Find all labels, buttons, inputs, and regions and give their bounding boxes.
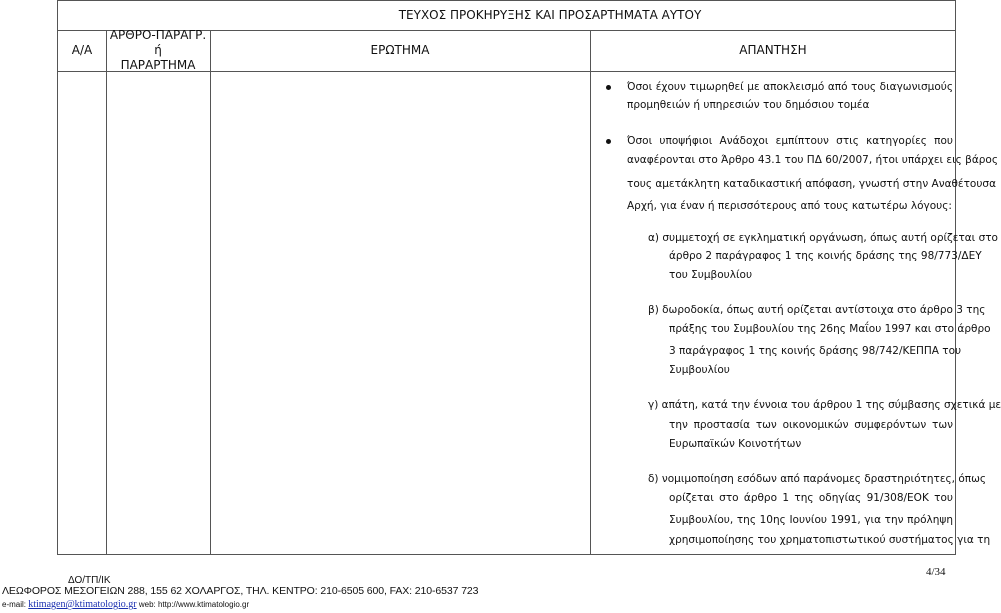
answer-line: Συμβουλίου, της 10ης Ιουνίου 1991, για την πρόληψη xyxy=(669,514,953,526)
answer-line: Όσοι υποψήφιοι Ανάδοχοι εμπίπτουν στις κατηγορίες που xyxy=(627,135,953,147)
col-header-question: ΕΡΩΤΗΜΑ xyxy=(370,43,430,57)
answer-line: του Συμβουλίου xyxy=(669,269,753,281)
answer-line: ορίζεται στο άρθρο 1 της οδηγίας 91/308/ΕΟΚ του xyxy=(669,492,953,504)
col-header-aa: Α/Α xyxy=(71,43,93,57)
answer-line: την προστασία των οικονομικών συμφερόντων των xyxy=(669,419,953,431)
email-link[interactable]: ktimagen@ktimatologio.gr xyxy=(28,599,137,610)
page-number: 4/34 xyxy=(926,566,946,578)
answer-line: δ) νομιμοποίηση εσόδων από παράνομες δραστηριότητες, όπως xyxy=(648,473,987,485)
answer-line: χρησιμοποίησης του χρηματοπιστωτικού συστήματος για τη xyxy=(669,534,991,546)
answer-line: γ) απάτη, κατά την έννοια του άρθρου 1 της σύμβασης σχετικά με xyxy=(648,399,1001,411)
col-header-answer: ΑΠΑΝΤΗΣΗ xyxy=(739,43,807,57)
bullet-marker xyxy=(606,85,611,90)
bullet-marker xyxy=(606,139,611,144)
answer-line: 3 παράγραφος 1 της κοινής δράσης 98/742/ΚΕΠΠΑ του xyxy=(669,345,962,357)
answer-line: Συμβουλίου xyxy=(669,364,730,376)
footer-contact: e-mail: ktimagen@ktimatologio.gr web: http://www.ktimatologio.gr xyxy=(2,599,250,610)
document-title: ΤΕΥΧΟΣ ΠΡΟΚΗΡΥΞΗΣ ΚΑΙ ΠΡΟΣΑΡΤΗΜΑΤΑ ΑΥΤΟΥ xyxy=(398,8,702,22)
answer-line: Αρχή, για έναν ή περισσότερους από τους κατωτέρω λόγους: xyxy=(627,200,952,212)
web-url: http://www.ktimatologio.gr xyxy=(157,600,250,609)
answer-line: προμηθειών ή υπηρεσιών του δημόσιου τομέα xyxy=(627,99,870,111)
col-divider-2 xyxy=(210,30,211,554)
answer-line: β) δωροδοκία, όπως αυτή ορίζεται αντίστοιχα στο άρθρο 3 της xyxy=(648,304,986,316)
col-divider-3 xyxy=(590,30,591,554)
answer-line: πράξης του Συμβουλίου της 26ης Μαΐου 1997 και στο άρθρο xyxy=(669,323,991,335)
answer-line: αναφέρονται στο Άρθρο 43.1 του ΠΔ 60/2007, ήτοι υπάρχει εις βάρος xyxy=(627,154,999,166)
footer-code: ΔΟ/ΤΠ/ΙΚ xyxy=(68,575,111,586)
answer-line: α) συμμετοχή σε εγκληματική οργάνωση, όπως αυτή ορίζεται στο xyxy=(648,232,998,244)
footer-address: ΛΕΩΦΟΡΟΣ ΜΕΣΟΓΕΙΩΝ 288, 155 62 ΧΟΛΑΡΓΟΣ, ΤΗΛ. ΚΕΝΤΡΟ: 210-6505 600, FAX: 210-6537 723 xyxy=(2,585,479,597)
answer-line: Όσοι έχουν τιμωρηθεί με αποκλεισμό από τους διαγωνισμούς xyxy=(627,81,953,93)
answer-line: Ευρωπαϊκών Κοινοτήτων xyxy=(669,438,802,450)
answer-line: άρθρο 2 παράγραφος 1 της κοινής δράσης της 98/773/ΔΕΥ xyxy=(669,250,982,262)
answer-line: τους αμετάκλητη καταδικαστική απόφαση, γνωστή στην Αναθέτουσα xyxy=(627,178,997,190)
col-header-article: ΑΡΘΡΟ-ΠΑΡΑΓΡ. ή ΠΑΡΑΡΤΗΜΑ xyxy=(109,28,207,72)
col-divider-1 xyxy=(106,30,107,554)
